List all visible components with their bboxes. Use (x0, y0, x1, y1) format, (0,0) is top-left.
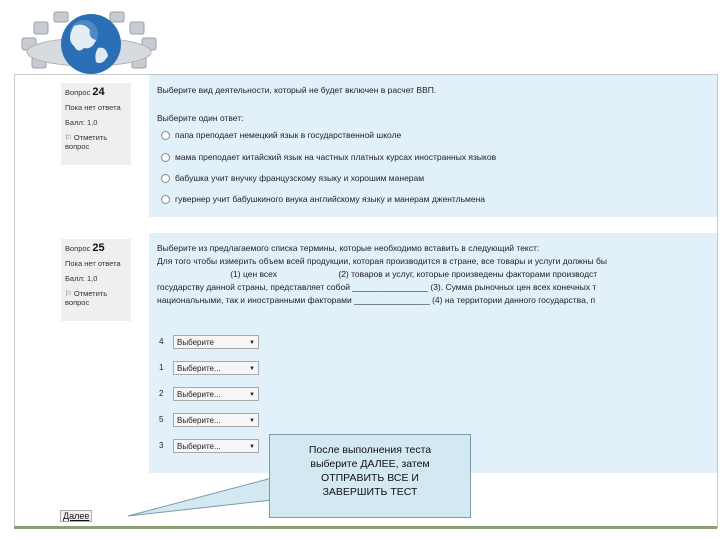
match-row: 1 Выберите... ▼ (159, 361, 259, 375)
instruction-callout: После выполнения теста выберите ДАЛЕЕ, затем ОТПРАВИТЬ ВСЕ И ЗАВЕРШИТЬ ТЕСТ (269, 434, 471, 518)
question-number: 24 (92, 86, 105, 98)
question-text-line: Выберите из предлагаемого списка термины, которые необходимо вставить в следующий текст: (157, 243, 540, 253)
radio-button[interactable] (161, 195, 170, 204)
flag-question-label: вопрос (65, 298, 90, 307)
dropdown-arrow-icon: ▼ (249, 418, 255, 424)
question-text-line: (1) цен всех (2) товаров и услуг, которые произведены факторами производст (157, 269, 598, 279)
match-row: 4 Выберите ▼ (159, 335, 259, 349)
question-instruction: Выберите один ответ: (157, 113, 244, 123)
answer-option[interactable]: гувернер учит бабушкиного внука английскому языку и манерам джентльмена (161, 194, 485, 204)
question-prompt: Выберите вид деятельности, который не будет включен в расчет ВВП. (157, 85, 437, 95)
match-row: 2 Выберите... ▼ (159, 387, 259, 401)
question-24-info (61, 83, 131, 165)
match-row: 3 Выберите... ▼ (159, 439, 259, 453)
answer-option[interactable]: папа преподает немецкий язык в государственной школе (161, 130, 401, 140)
radio-button[interactable] (161, 131, 170, 140)
answer-select[interactable]: Выберите... ▼ (173, 361, 259, 375)
flag-icon: ⚐ (65, 289, 72, 298)
flag-icon: ⚐ (65, 133, 72, 142)
question-25-info (61, 239, 131, 321)
answer-option[interactable]: мама преподает китайский язык на частных платных курсах иностранных языков (161, 152, 496, 162)
question-text-line: Для того чтобы измерить объем всей продукции, которая производится в стране, все товары и услуги должны бы (157, 256, 607, 266)
dropdown-arrow-icon: ▼ (249, 444, 255, 450)
answer-select[interactable]: Выберите... ▼ (173, 387, 259, 401)
dropdown-arrow-icon: ▼ (249, 340, 255, 346)
question-status: Пока нет ответа (65, 259, 121, 268)
flag-question-button[interactable]: ⚐ Отметить (65, 133, 108, 142)
dropdown-arrow-icon: ▼ (249, 366, 255, 372)
question-score: Балл: 1,0 (65, 274, 98, 283)
answer-option[interactable]: бабушка учит внучку французскому языку и хорошим манерам (161, 173, 424, 183)
bottom-divider (14, 526, 717, 529)
question-number: 25 (92, 242, 105, 254)
flag-question-button[interactable]: ⚐ Отметить (65, 289, 108, 298)
match-row: 5 Выберите... ▼ (159, 413, 259, 427)
question-score: Балл: 1,0 (65, 118, 98, 127)
question-status: Пока нет ответа (65, 103, 121, 112)
radio-button[interactable] (161, 174, 170, 183)
question-24-content (149, 75, 717, 217)
question-text-line: национальными, так и иностранными факторами ________________ (4) на территории данного государства, п (157, 295, 596, 305)
globe-logo (14, 8, 164, 78)
question-text-line: государству данной страны, представляет собой ________________ (3). Сумма рыночных цен всех конечных т (157, 282, 597, 292)
radio-button[interactable] (161, 153, 170, 162)
answer-select[interactable]: Выберите... ▼ (173, 439, 259, 453)
question-label: Вопрос (65, 88, 91, 97)
question-label: Вопрос (65, 244, 91, 253)
answer-select[interactable]: Выберите ▼ (173, 335, 259, 349)
next-button[interactable]: Далее (60, 510, 92, 522)
flag-question-label: вопрос (65, 142, 90, 151)
answer-select[interactable]: Выберите... ▼ (173, 413, 259, 427)
dropdown-arrow-icon: ▼ (249, 392, 255, 398)
